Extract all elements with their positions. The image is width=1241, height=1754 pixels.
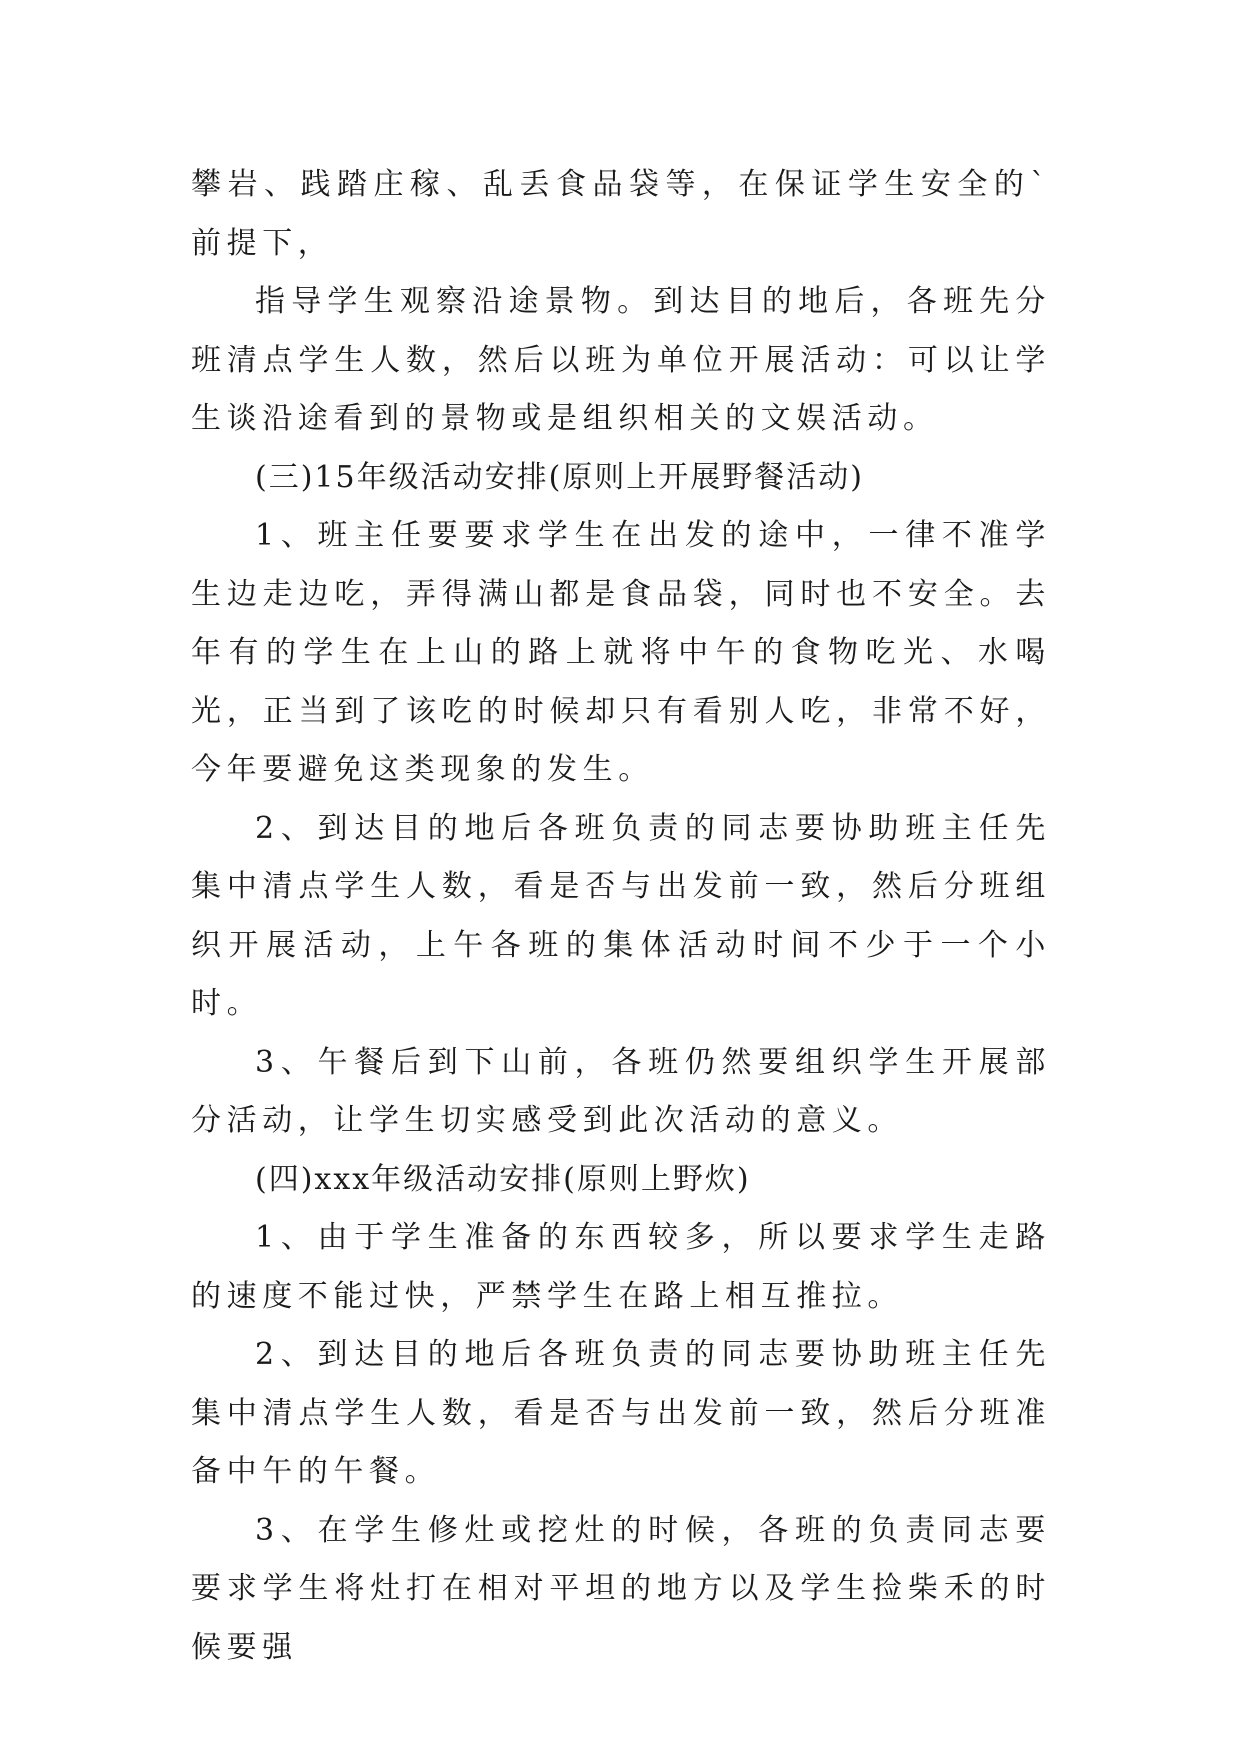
paragraph: 1、由于学生准备的东西较多，所以要求学生走路的速度不能过快，严禁学生在路上相互推拉。 <box>191 1220 1051 1314</box>
paragraph: 2、到达目的地后各班负责的同志要协助班主任先集中清点学生人数，看是否与出发前一致，然后分班准备中午的午餐。 <box>191 1337 1051 1489</box>
paragraph: 1、班主任要要求学生在出发的途中，一律不准学生边走边吃，弄得满山都是食品袋，同时也不安全。去年有的学生在上山的路上就将中午的食物吃光、水喝光，正当到了该吃的时候却只有看别人吃，非常不好，今年要避免这类现象的发生。 <box>191 518 1051 787</box>
paragraph: 3、午餐后到下山前，各班仍然要组织学生开展部分活动，让学生切实感受到此次活动的意义。 <box>191 1044 1051 1138</box>
section-heading: (三)15年级活动安排(原则上开展野餐活动) <box>255 459 864 495</box>
section-heading: (四)xxx年级活动安排(原则上野炊) <box>255 1161 751 1197</box>
document-body <box>191 156 1051 1677</box>
paragraph: 3、在学生修灶或挖灶的时候，各班的负责同志要要求学生将灶打在相对平坦的地方以及学生捡柴禾的时候要强 <box>191 1512 1051 1665</box>
paragraph: 2、到达目的地后各班负责的同志要协助班主任先集中清点学生人数，看是否与出发前一致，然后分班组织开展活动，上午各班的集体活动时间不少于一个小时。 <box>191 810 1051 1021</box>
paragraph: 指导学生观察沿途景物。到达目的地后，各班先分班清点学生人数，然后以班为单位开展活动：可以让学生谈沿途看到的景物或是组织相关的文娱活动。 <box>191 284 1051 436</box>
paragraph: 攀岩、践踏庄稼、乱丢食品袋等，在保证学生安全的`前提下， <box>191 167 1051 261</box>
